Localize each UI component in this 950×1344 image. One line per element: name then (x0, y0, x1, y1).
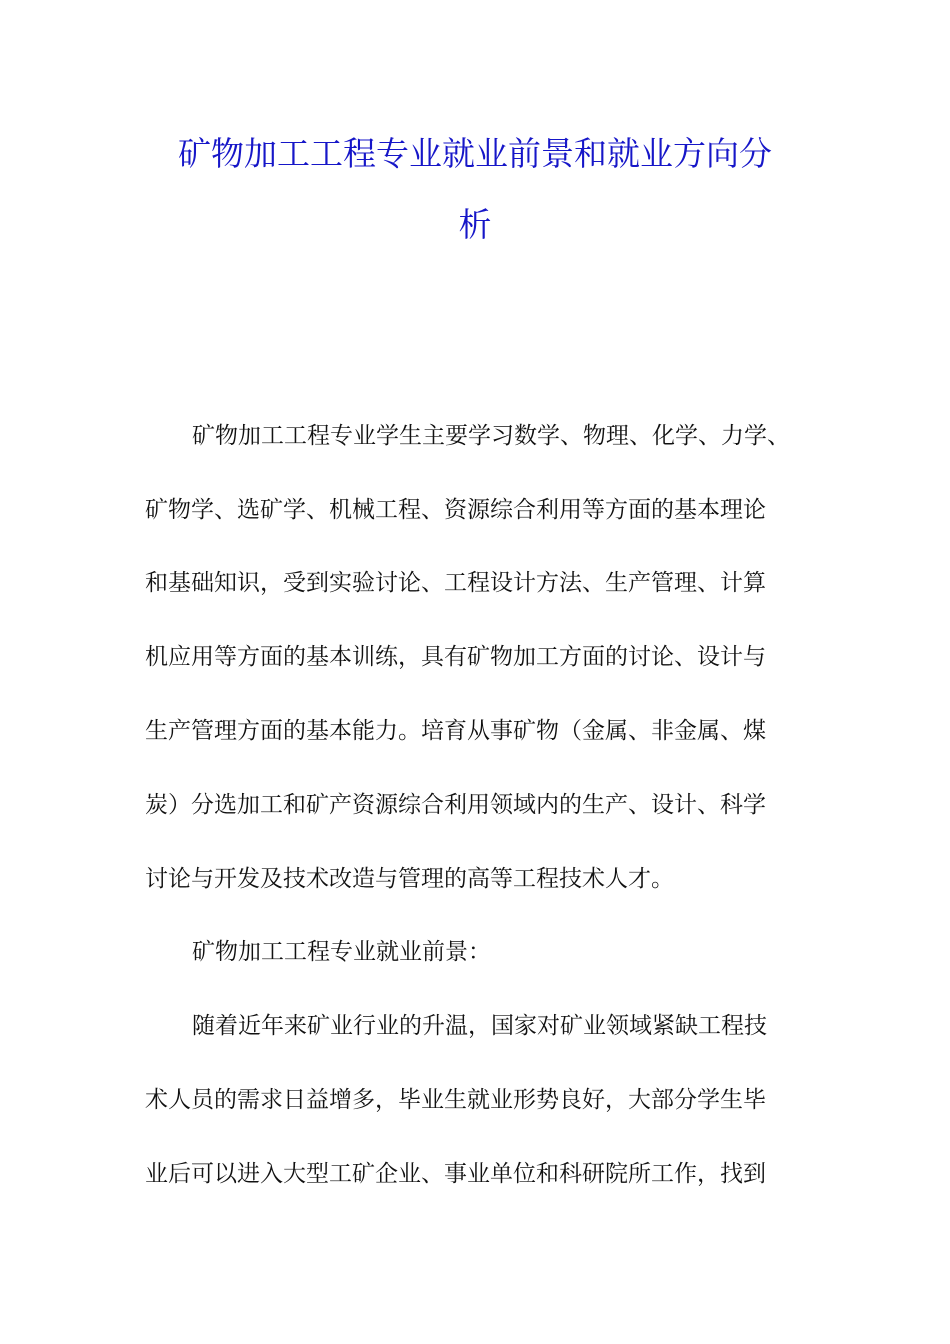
paragraph-line-6: 炭）分选加工和矿产资源综合利用领域内的生产、设计、科学 (145, 792, 766, 818)
paragraph-line-1: 矿物加工工程专业学生主要学习数学、物理、化学、力学、 (192, 423, 790, 449)
paragraph-line-10: 术人员的需求日益增多，毕业生就业形势良好，大部分学生毕 (145, 1087, 766, 1113)
document-title-line-2: 析 (458, 205, 492, 244)
paragraph-line-2: 矿物学、选矿学、机械工程、资源综合利用等方面的基本理论 (145, 497, 766, 523)
paragraph-line-5: 生产管理方面的基本能力。培育从事矿物（金属、非金属、煤 (145, 718, 766, 744)
paragraph-line-4: 机应用等方面的基本训练，具有矿物加工方面的讨论、设计与 (145, 644, 766, 670)
paragraph-line-11: 业后可以进入大型工矿企业、事业单位和科研院所工作，找到 (145, 1161, 766, 1187)
paragraph-line-7: 讨论与开发及技术改造与管理的高等工程技术人才。 (145, 866, 674, 892)
document-title-line-1: 矿物加工工程专业就业前景和就业方向分 (178, 134, 772, 173)
paragraph-line-9: 随着近年来矿业行业的升温，国家对矿业领域紧缺工程技 (192, 1013, 767, 1039)
section-heading-employment-prospects: 矿物加工工程专业就业前景： (192, 939, 491, 965)
paragraph-line-3: 和基础知识，受到实验讨论、工程设计方法、生产管理、计算 (145, 570, 766, 596)
